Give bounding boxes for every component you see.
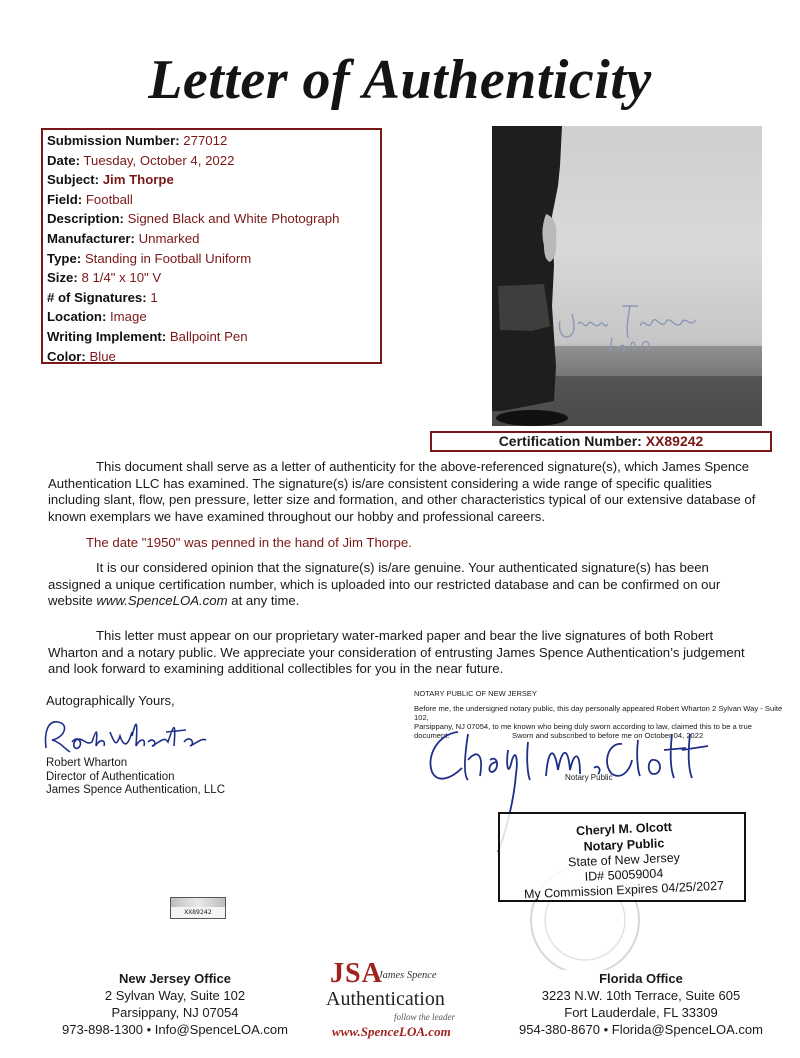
detail-row: Submission Number: 277012 [47, 133, 228, 148]
notary-stamp-name: Cheryl M. Olcott [575, 819, 673, 839]
detail-row: Writing Implement: Ballpoint Pen [47, 328, 248, 344]
website-link[interactable]: www.SpenceLOA.com [96, 593, 228, 609]
nj-contact[interactable]: 973-898-1300 • Info@SpenceLOA.com [62, 1022, 288, 1037]
certification-value: XX89242 [645, 433, 704, 449]
notary-stamp-id: ID# 50059004 [584, 866, 664, 884]
detail-row: Manufacturer: Unmarked [47, 230, 200, 246]
detail-row: Field: Football [47, 191, 133, 207]
notary-stamp [498, 812, 746, 902]
signer-block [46, 757, 225, 798]
detail-row: Size: 8 1/4" x 10" V [47, 270, 162, 286]
notary-header: NOTARY PUBLIC OF NEW JERSEY [414, 689, 537, 698]
date-note: The date "1950" was penned in the hand of Jim Thorpe. [86, 535, 412, 550]
detail-row: Description: Signed Black and White Photograph [47, 211, 340, 227]
details-box [41, 128, 382, 364]
detail-row: Color: Blue [47, 348, 116, 364]
fl-office: Florida Office 3223 N.W. 10th Terrace, Suite 605 Fort Lauderdale, FL 33309 954-380-8670 • Florida@SpenceLOA.com [516, 970, 766, 1038]
detail-row: Location: Image [47, 309, 147, 325]
nj-office: New Jersey Office 2 Sylvan Way, Suite 102 Parsippany, NJ 07054 973-898-1300 • Info@SpenceLOA.com [60, 970, 290, 1038]
certification-number-box [430, 431, 772, 452]
logo-word: Authentication [326, 988, 445, 1010]
paragraph-examination: This document shall serve as a letter of authenticity for the above-referenced signature(s), which James Spence Authentication LLC has examined. The signature(s) is/are consistent considering a wide range of specific qualities including slant, flow, pen pressure, letter size and formation, and other characteristics typical of our extensive database of known exemplars we have examined throughout our hobby and professional careers. [48, 459, 756, 524]
detail-row: Subject: Jim Thorpe [47, 172, 174, 188]
certification-label: Certification Number: [498, 433, 642, 449]
signer-name: Robert Wharton [46, 757, 128, 769]
letter-title: Letter of Authenticity [148, 49, 652, 111]
detail-row: Date: Tuesday, October 4, 2022 [47, 152, 235, 168]
hologram-strip [171, 898, 225, 907]
fl-contact[interactable]: 954-380-8670 • Florida@SpenceLOA.com [519, 1022, 763, 1037]
notary-stamp-title: Notary Public [583, 836, 665, 854]
paragraph-opinion: It is our considered opinion that the signature(s) is/are genuine. Your authenticated signature(s) has been assigned a unique certification number, which is uploaded into our restricted database and can be confirmed on our website www.SpenceLOA.com at any time. [48, 560, 721, 609]
notary-sworn: Sworn and subscribed to before me on October 04, 2022 [512, 731, 704, 740]
signer-company: James Spence Authentication, LLC [46, 784, 226, 796]
hologram-sticker [170, 897, 226, 919]
logo-brand: JSA [330, 958, 383, 989]
logo-tag: follow the leader [394, 1012, 455, 1022]
jsa-logo [318, 958, 482, 1040]
paragraph-watermark: This letter must appear on our proprietary water-marked paper and bear the live signatures of both Robert Wharton and a notary public. We appreciate your consideration of entrusting James Spence Authentication’s judgement and look forward to examining additional collectibles for you in the near future. [48, 628, 745, 677]
detail-row: # of Signatures: 1 [47, 289, 158, 305]
logo-sub: James Spence [378, 970, 437, 981]
signed-photograph [492, 126, 762, 426]
notary-public-label: Notary Public [565, 773, 613, 782]
closing: Autographically Yours, [46, 693, 175, 708]
notary-stamp-commission: My Commission Expires 04/25/2027 [523, 878, 725, 902]
hologram-number: XX89242 [184, 908, 212, 916]
photo-illustration [492, 126, 762, 426]
notary-stamp-state: State of New Jersey [567, 850, 681, 870]
detail-row: Type: Standing in Football Uniform [47, 250, 252, 266]
logo-url[interactable]: www.SpenceLOA.com [332, 1024, 451, 1039]
signer-role: Director of Authentication [46, 770, 175, 783]
wharton-signature [40, 712, 210, 758]
notary-statement: Before me, the undersigned notary public, this day personally appeared Robert Wharton 2 Sylvan Way - Suite 102, Parsippany, NJ 07054, to me known who being duly sworn according to law, claimed this to be a true document. [414, 704, 783, 740]
